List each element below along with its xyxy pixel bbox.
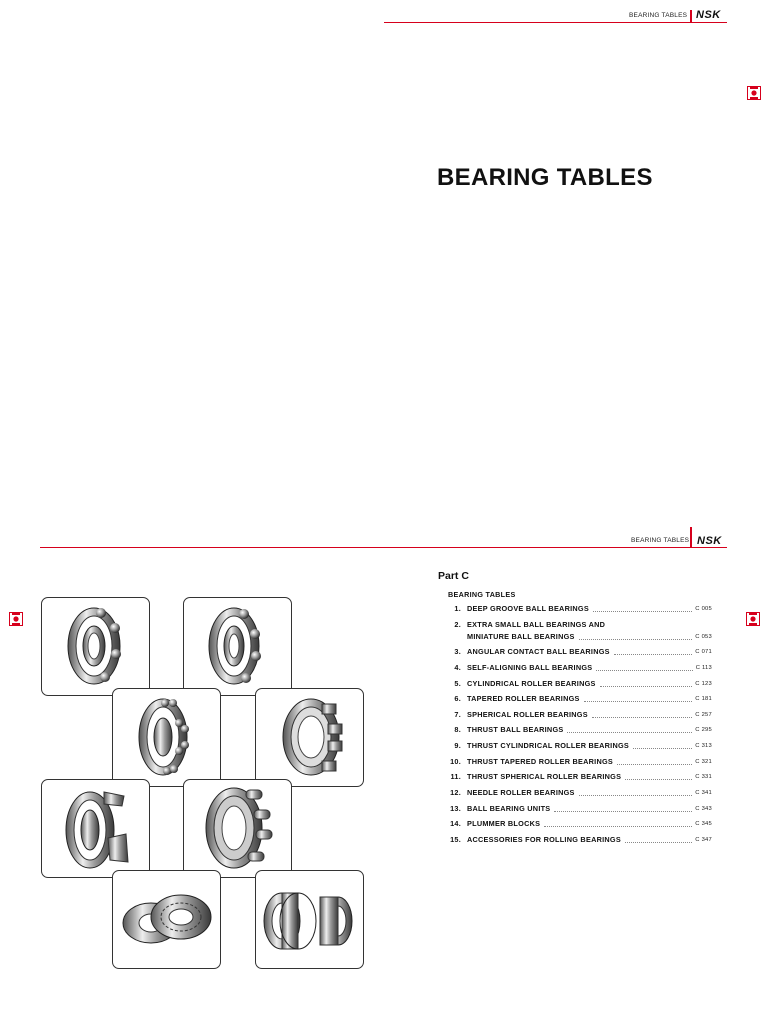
toc-number: 10. [450, 756, 461, 766]
toc-item[interactable] [440, 693, 712, 705]
toc-number: 14. [450, 819, 461, 829]
toc-item[interactable] [440, 662, 712, 674]
toc-item[interactable] [440, 619, 712, 643]
toc-title: CYLINDRICAL ROLLER BEARINGS [467, 678, 596, 688]
bottom-header-rule [40, 547, 727, 548]
toc-title: THRUST TAPERED ROLLER BEARINGS [467, 756, 614, 766]
part-label: Part C [438, 570, 469, 582]
toc-page: C 123 [695, 680, 712, 687]
toc-number: 9. [454, 741, 461, 751]
toc-leader [579, 795, 693, 796]
toc-number: 2. [454, 619, 461, 629]
toc-item[interactable] [440, 787, 712, 799]
toc-title: ANGULAR CONTACT BALL BEARINGS [467, 647, 610, 657]
toc-item[interactable] [440, 803, 712, 815]
self-aligning-ball-bearing-image [112, 688, 221, 787]
toc-leader [567, 732, 692, 733]
toc-page: C 345 [695, 821, 712, 828]
toc-leader [596, 670, 692, 671]
toc-item[interactable] [440, 756, 712, 768]
needle-roller-bearing-image [255, 870, 364, 969]
toc-title: DEEP GROOVE BALL BEARINGS [467, 604, 589, 613]
toc-title: SELF-ALIGNING BALL BEARINGS [467, 662, 593, 672]
toc-leader [579, 639, 693, 640]
bearing-thumb-icon [747, 86, 761, 100]
toc-title: THRUST BALL BEARINGS [467, 725, 564, 735]
top-header-rule [384, 22, 727, 23]
toc-leader [592, 717, 692, 718]
toc-title: ACCESSORIES FOR ROLLING BEARINGS [467, 834, 621, 844]
toc-leader [614, 654, 693, 655]
angular-contact-ball-bearing-image [183, 597, 292, 696]
toc-number: 13. [450, 803, 461, 813]
toc-leader [633, 748, 692, 749]
top-header-divider [690, 10, 692, 23]
bearing-thumb-icon [9, 612, 23, 626]
toc-item[interactable] [440, 603, 712, 615]
toc-item[interactable] [440, 740, 712, 752]
toc-leader [625, 779, 692, 780]
toc-page: C 331 [695, 774, 712, 781]
toc-title: NEEDLE ROLLER BEARINGS [467, 788, 575, 798]
toc-number: 15. [450, 834, 461, 844]
toc-item[interactable] [440, 724, 712, 736]
cylindrical-roller-bearing-image [255, 688, 364, 787]
bottom-header-divider [690, 527, 692, 548]
toc-page: C 343 [695, 805, 712, 812]
spherical-roller-bearing-image [183, 779, 292, 878]
toc-leader [554, 811, 692, 812]
toc-leader [593, 611, 692, 612]
bottom-header-logo: NSK [697, 535, 722, 547]
toc-page: C 313 [695, 743, 712, 750]
toc-leader [617, 764, 692, 765]
toc-leader [584, 701, 693, 702]
toc-number: 6. [454, 694, 461, 704]
toc-leader [544, 826, 692, 827]
toc-title: TAPERED ROLLER BEARINGS [467, 694, 580, 704]
toc-number: 1. [454, 604, 461, 613]
bearing-thumb-icon [746, 612, 760, 626]
toc-title: EXTRA SMALL BALL BEARINGS AND [467, 619, 606, 629]
top-header-label: BEARING TABLES [629, 12, 688, 19]
tapered-roller-bearing-image [41, 779, 150, 878]
thrust-bearing-image [112, 870, 221, 969]
toc-item[interactable] [440, 646, 712, 658]
toc-page: C 181 [695, 696, 712, 703]
bottom-header-label: BEARING TABLES [631, 537, 690, 544]
toc-item[interactable] [440, 834, 712, 846]
toc-leader [625, 842, 692, 843]
toc-title: PLUMMER BLOCKS [467, 819, 541, 829]
toc-number: 5. [454, 678, 461, 688]
toc-page: C 321 [695, 758, 712, 765]
toc-list [440, 603, 712, 850]
toc-title: THRUST SPHERICAL ROLLER BEARINGS [467, 772, 622, 782]
toc-item[interactable] [440, 771, 712, 783]
toc-title: BALL BEARING UNITS [467, 803, 551, 813]
deep-groove-ball-bearing-image [41, 597, 150, 696]
top-header-logo: NSK [696, 9, 721, 21]
toc-number: 11. [450, 772, 461, 782]
toc-page: C 113 [695, 664, 712, 671]
toc-leader [600, 686, 693, 687]
toc-title: THRUST CYLINDRICAL ROLLER BEARINGS [467, 741, 630, 751]
section-label: BEARING TABLES [448, 590, 516, 599]
toc-item[interactable] [440, 818, 712, 830]
toc-page: C 071 [695, 649, 712, 656]
toc-number: 8. [454, 725, 461, 735]
toc-page: C 341 [695, 790, 712, 797]
toc-number: 4. [454, 662, 461, 672]
toc-title-continued: MINIATURE BALL BEARINGS [467, 631, 575, 641]
page-title: BEARING TABLES [437, 164, 653, 191]
toc-number: 12. [450, 788, 461, 798]
toc-page: C 295 [695, 727, 712, 734]
toc-page: C 257 [695, 711, 712, 718]
toc-title: SPHERICAL ROLLER BEARINGS [467, 709, 588, 719]
toc-page: C 053 [695, 633, 712, 640]
toc-number: 7. [454, 709, 461, 719]
toc-number: 3. [454, 647, 461, 657]
toc-item[interactable] [440, 709, 712, 721]
toc-page: C 005 [695, 606, 712, 612]
toc-page: C 347 [695, 836, 712, 843]
toc-item[interactable] [440, 678, 712, 690]
